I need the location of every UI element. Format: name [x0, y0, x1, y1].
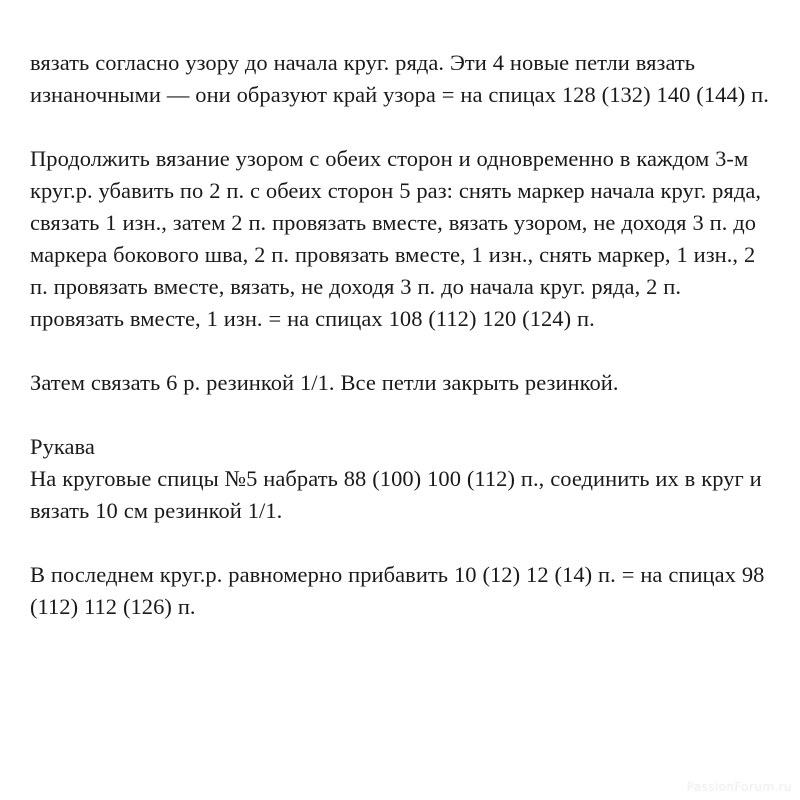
paragraph-sleeves-caston: На круговые спицы №5 набрать 88 (100) 100 (112) п., соединить их в круг и вязать 10 см резинкой 1/1. [30, 466, 768, 523]
document-text-body [30, 47, 778, 623]
section-heading-sleeves: Рукава [30, 434, 95, 459]
paragraph-decrease-instructions: Продолжить вязание узором с обеих сторон и одновременно в каждом 3-м круг.р. убавить по 2 п. с обеих сторон 5 раз: снять маркер начала круг. ряда, связать 1 изн., затем 2 п. провязать вместе, вязать узором, не доходя 3 п. до маркера бокового шва, 2 п. провязать вместе, 1 изн., снять маркер, 1 изн., 2 п. провязать вместе, вязать, не доходя 3 п. до начала круг. ряда, 2 п. провязать вместе, 1 изн. = на спицах 108 (112) 120 (124) п. [30, 146, 767, 331]
paragraph-final-round-increase: В последнем круг.р. равномерно прибавить 10 (12) 12 (14) п. = на спицах 98 (112) 112 (126) п. [30, 562, 771, 619]
paragraph-continue-pattern: вязать согласно узору до начала круг. ряда. Эти 4 новые петли вязать изнаночными — они образуют край узора = на спицах 128 (132) 140 (144) п. [30, 50, 769, 107]
site-watermark: PassionForum.ru [686, 780, 792, 794]
paragraph-ribbing-bindoff: Затем связать 6 р. резинкой 1/1. Все петли закрыть резинкой. [30, 370, 619, 395]
